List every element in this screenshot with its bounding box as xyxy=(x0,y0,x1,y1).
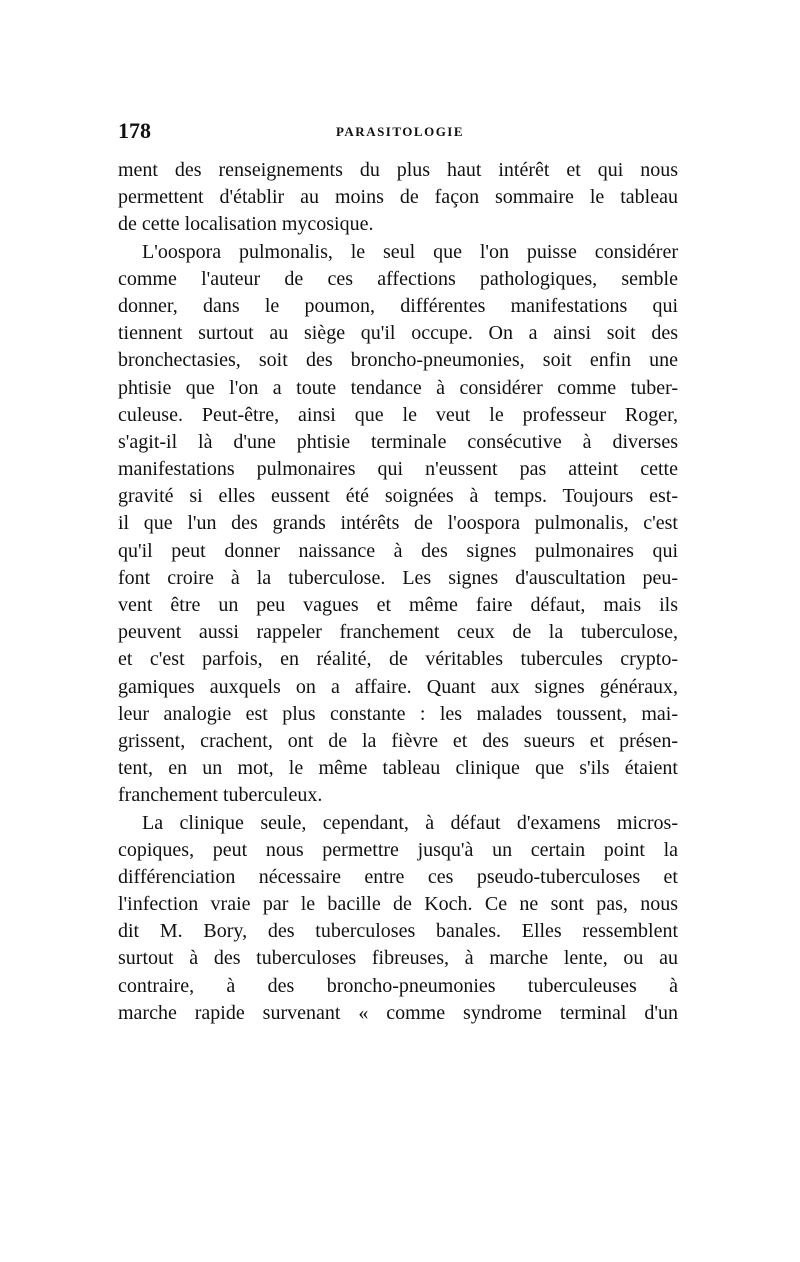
text-line: ment des renseignements du plus haut intérêt et qui nous xyxy=(118,159,678,181)
text-line: leur analogie est plus constante : les malades toussent, mai- xyxy=(118,702,678,725)
paragraph-2 xyxy=(118,239,678,810)
text-line: franchement tuberculeux. xyxy=(118,784,323,807)
text-line: contraire, à des broncho-pneumonies tuberculeuses à xyxy=(118,974,678,997)
text-line: L'oospora pulmonalis, le seul que l'on puisse considérer xyxy=(142,240,678,263)
text-line: tent, en un mot, le même tableau clinique que s'ils étaient xyxy=(118,757,678,780)
text-line: gravité si elles eussent été soignées à temps. Toujours est- xyxy=(118,485,678,508)
text-line: gamiques auxquels on a affaire. Quant aux signes généraux, xyxy=(118,675,678,698)
text-line: permettent d'établir au moins de façon sommaire le tableau xyxy=(118,186,678,209)
text-line: donner, dans le poumon, différentes manifestations qui xyxy=(118,294,678,317)
text-line: comme l'auteur de ces affections pathologiques, semble xyxy=(118,267,678,290)
text-line: tiennent surtout au siège qu'il occupe. On a ainsi soit des xyxy=(118,322,678,345)
text-line: bronchectasies, soit des broncho-pneumonies, soit enfin une xyxy=(118,349,678,372)
text-line: manifestations pulmonaires qui n'eussent pas atteint cette xyxy=(118,458,678,481)
text-line: surtout à des tuberculoses fibreuses, à marche lente, ou au xyxy=(118,947,678,970)
text-line: vent être un peu vagues et même faire défaut, mais ils xyxy=(118,594,678,616)
text-line: il que l'un des grands intérêts de l'oospora pulmonalis, c'est xyxy=(118,512,678,535)
text-line: culeuse. Peut-être, ainsi que le veut le professeur Roger, xyxy=(118,403,678,426)
text-line: phtisie que l'on a toute tendance à considérer comme tuber- xyxy=(118,376,678,399)
text-line: La clinique seule, cependant, à défaut d'examens micros- xyxy=(142,811,678,834)
page-header xyxy=(118,118,682,148)
text-line: l'infection vraie par le bacille de Koch. Ce ne sont pas, nous xyxy=(118,893,678,916)
text-line: de cette localisation mycosique. xyxy=(118,213,374,236)
paragraph-1 xyxy=(118,157,678,239)
running-title: PARASITOLOGIE xyxy=(335,124,465,139)
text-line: grissent, crachent, ont de la fièvre et des sueurs et présen- xyxy=(118,729,678,752)
text-line: marche rapide survenant « comme syndrome terminal d'un xyxy=(118,1001,678,1024)
text-line: s'agit-il là d'une phtisie terminale consécutive à diverses xyxy=(118,430,678,453)
paragraph-3 xyxy=(118,810,678,1028)
text-line: dit M. Bory, des tuberculoses banales. Elles ressemblent xyxy=(118,920,678,943)
text-line: copiques, peut nous permettre jusqu'à un certain point la xyxy=(118,838,678,861)
body-text xyxy=(118,157,678,1027)
page-number: 178 xyxy=(118,118,151,143)
text-line: différenciation nécessaire entre ces pseudo-tuberculoses et xyxy=(118,865,678,888)
text-line: peuvent aussi rappeler franchement ceux de la tuberculose, xyxy=(118,621,678,644)
text-line: et c'est parfois, en réalité, de véritables tubercules crypto- xyxy=(118,648,678,671)
text-line: qu'il peut donner naissance à des signes pulmonaires qui xyxy=(118,539,678,562)
text-line: font croire à la tuberculose. Les signes d'auscultation peu- xyxy=(118,566,678,589)
